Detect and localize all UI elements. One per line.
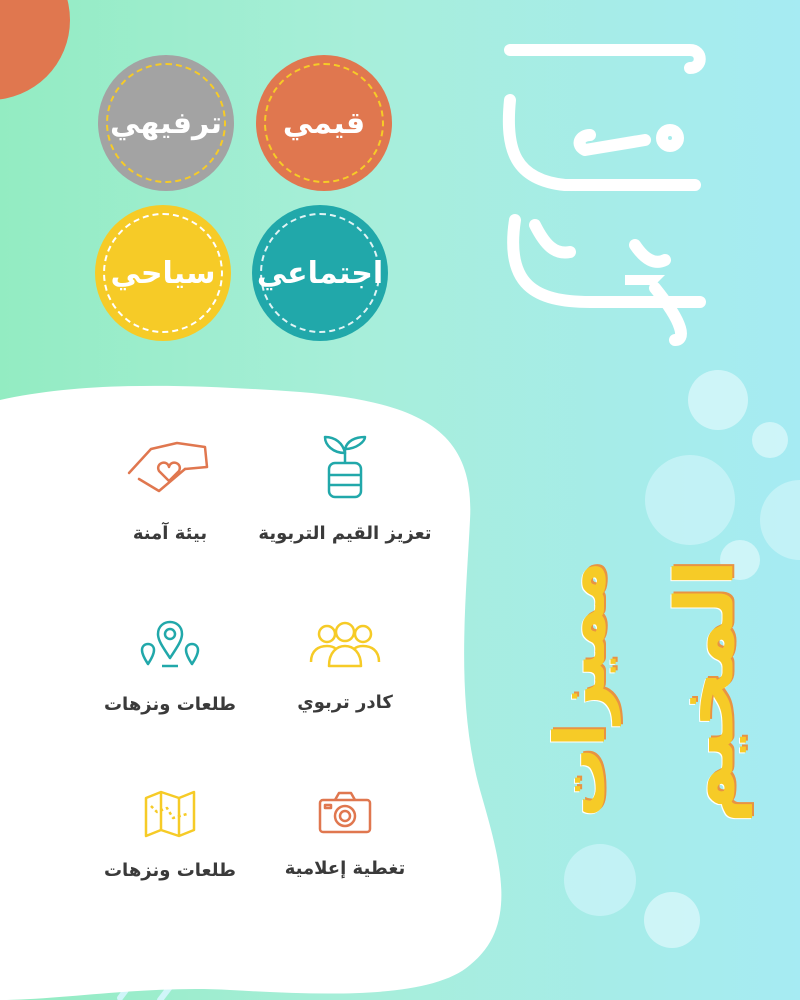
category-entertainment	[98, 55, 234, 191]
map-icon	[143, 790, 197, 838]
heading-line2: المخيم	[658, 559, 752, 824]
category-entertainment-label: ترفيهي	[110, 105, 222, 141]
category-tourism-label: سياحي	[110, 255, 216, 291]
feature-trips-outings-2	[65, 790, 275, 881]
camera-icon	[317, 790, 373, 836]
feature-label: تغطية إعلامية	[284, 858, 406, 879]
location-pins-icon	[140, 620, 200, 672]
category-social	[252, 205, 388, 341]
feature-label: طلعات ونزهات	[103, 694, 237, 715]
plant-jar-icon	[313, 435, 377, 501]
feature-label: كادر تربوي	[297, 692, 393, 713]
feature-trips-outings	[65, 620, 275, 715]
feature-label: تعزيز القيم التربوية	[258, 523, 432, 544]
logo	[495, 40, 725, 350]
feature-label: بيئة آمنة	[132, 523, 208, 544]
category-values	[256, 55, 392, 191]
category-social-label: اجتماعي	[256, 255, 384, 291]
team-icon	[307, 620, 383, 670]
category-tourism	[95, 205, 231, 341]
hand-heart-icon	[125, 435, 215, 501]
feature-safe-environment	[65, 435, 275, 544]
feature-label: طلعات ونزهات	[103, 860, 237, 881]
heading-line1: مميزات	[539, 561, 621, 818]
category-values-label: قيمي	[282, 105, 366, 141]
